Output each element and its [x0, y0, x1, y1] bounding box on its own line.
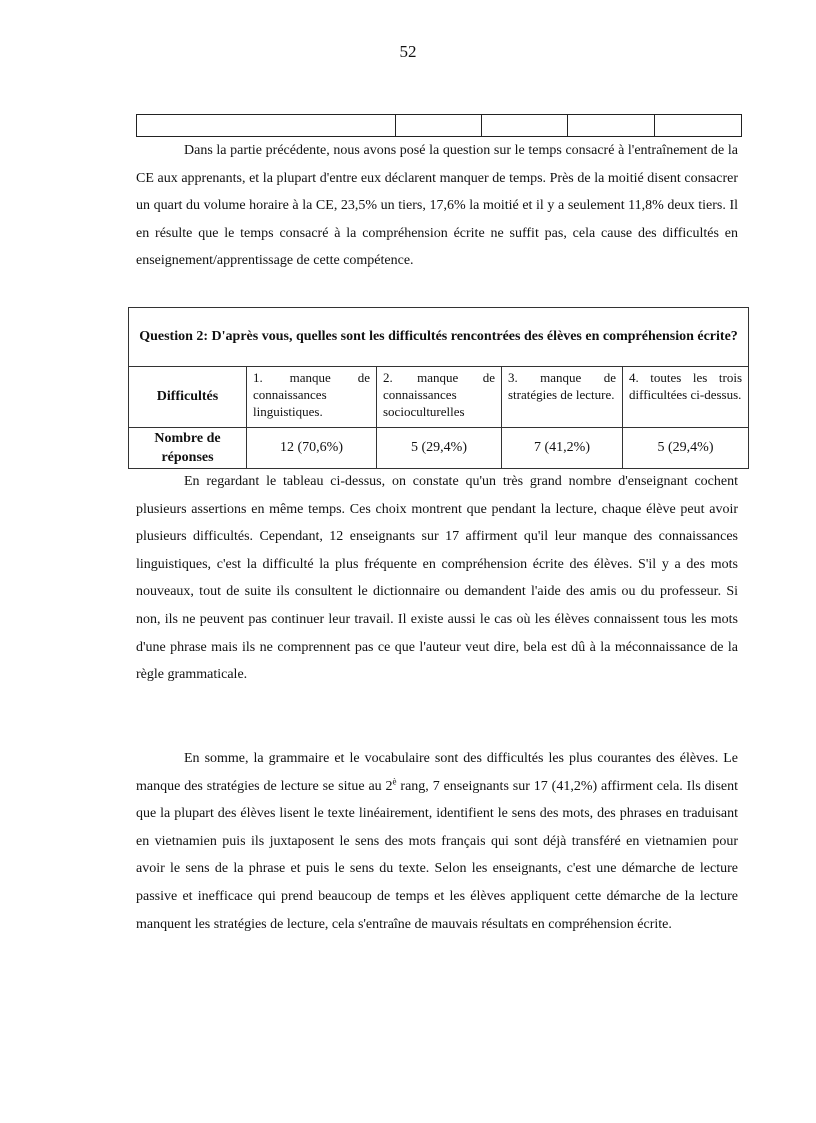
- option-sociocultural: 2. manque de connaissances socioculturelles: [377, 367, 502, 428]
- difficulties-row: [129, 367, 749, 428]
- empty-table-row: [137, 115, 742, 137]
- count-sociocultural: 5 (29,4%): [377, 428, 502, 469]
- responses-row: [129, 428, 749, 469]
- summary-text-end: rang, 7 enseignants sur 17 (41,2%) affirment cela. Ils disent que la plupart des élèves lisent le texte linéairement, identifient le sens des mots, des phrases en traduisant en vietnamien puis ils juxtaposent le sens des mots français qui sont déjà transféré en vietnamien pour avoir le sens de la phrase et puis le sens du texte. Selon les enseignants, c'est une démarche de lecture passive et inefficace qui prend beaucoup de temps et les élèves appliquent cette démarche de la lecture manquent les stratégies de lecture, cela s'entraîne de mauvais résultats en compréhension écrite.: [136, 778, 738, 932]
- option-linguistic: 1. manque de connaissances linguistiques.: [247, 367, 377, 428]
- summary-text-start: En somme, la grammaire et le vocabulaire sont des difficultés les plus courantes des élèves. Le manque des stratégies de lecture se situe au 2: [136, 751, 738, 794]
- paragraph-table-analysis: En regardant le tableau ci-dessus, on constate qu'un très grand nombre d'enseignant cochent plusieurs assertions en même temps. Ces choix montrent que pendant la lecture, chaque élève peut avoir plusieurs difficultés. Cependant, 12 enseignants sur 17 affirment qu'il leur manque des connaissances linguistiques, c'est la difficulté la plus fréquente en compréhension écrite des élèves. S'il y a des mots nouveaux, tout de suite ils consultent le dictionnaire ou demandent l'aide des amis ou du professeur. Si non, ils ne peuvent pas continuer leur travail. Il existe aussi le cas où les élèves connaissent tous les mots d'une phrase mais ils ne comprennent pas ce que l'auteur veut dire, bela est dû à la méconnaissance de la règle grammaticale.: [136, 474, 738, 683]
- empty-cell: [568, 115, 655, 137]
- empty-cell: [137, 115, 396, 137]
- previous-table-remnant: [136, 114, 742, 137]
- difficulties-header: Difficultés: [129, 367, 247, 428]
- question-row: [129, 308, 749, 367]
- count-all-three: 5 (29,4%): [623, 428, 749, 469]
- empty-cell: [655, 115, 742, 137]
- paragraph-summary: [136, 745, 738, 938]
- option-reading-strategies: 3. manque de stratégies de lecture.: [502, 367, 623, 428]
- empty-cell: [396, 115, 482, 137]
- empty-cell: [482, 115, 568, 137]
- paragraph-time-devoted: Dans la partie précédente, nous avons posé la question sur le temps consacré à l'entraînement de la CE aux apprenants, et la plupart d'entre eux déclarent manquer de temps. Près de la moitié disent consacrer un quart du volume horaire à la CE, 23,5% un tiers, 17,6% la moitié et il y a seulement 11,8% deux tiers. Il en résulte que le temps consacré à la compréhension écrite ne suffit pas, cela cause des difficultés en enseignement/apprentissage de cette compétence.: [136, 143, 738, 269]
- count-reading-strategies: 7 (41,2%): [502, 428, 623, 469]
- option-all-three: 4. toutes les trois difficultées ci-dessus.: [623, 367, 749, 428]
- ordinal-superscript: è: [392, 775, 397, 786]
- count-linguistic: 12 (70,6%): [247, 428, 377, 469]
- question-title: Question 2: D'après vous, quelles sont les difficultés rencontrées des élèves en compréhension écrite?: [129, 308, 749, 367]
- survey-question-table: [128, 307, 749, 469]
- responses-header: Nombre de réponses: [129, 428, 247, 469]
- page-number: 52: [399, 42, 417, 61]
